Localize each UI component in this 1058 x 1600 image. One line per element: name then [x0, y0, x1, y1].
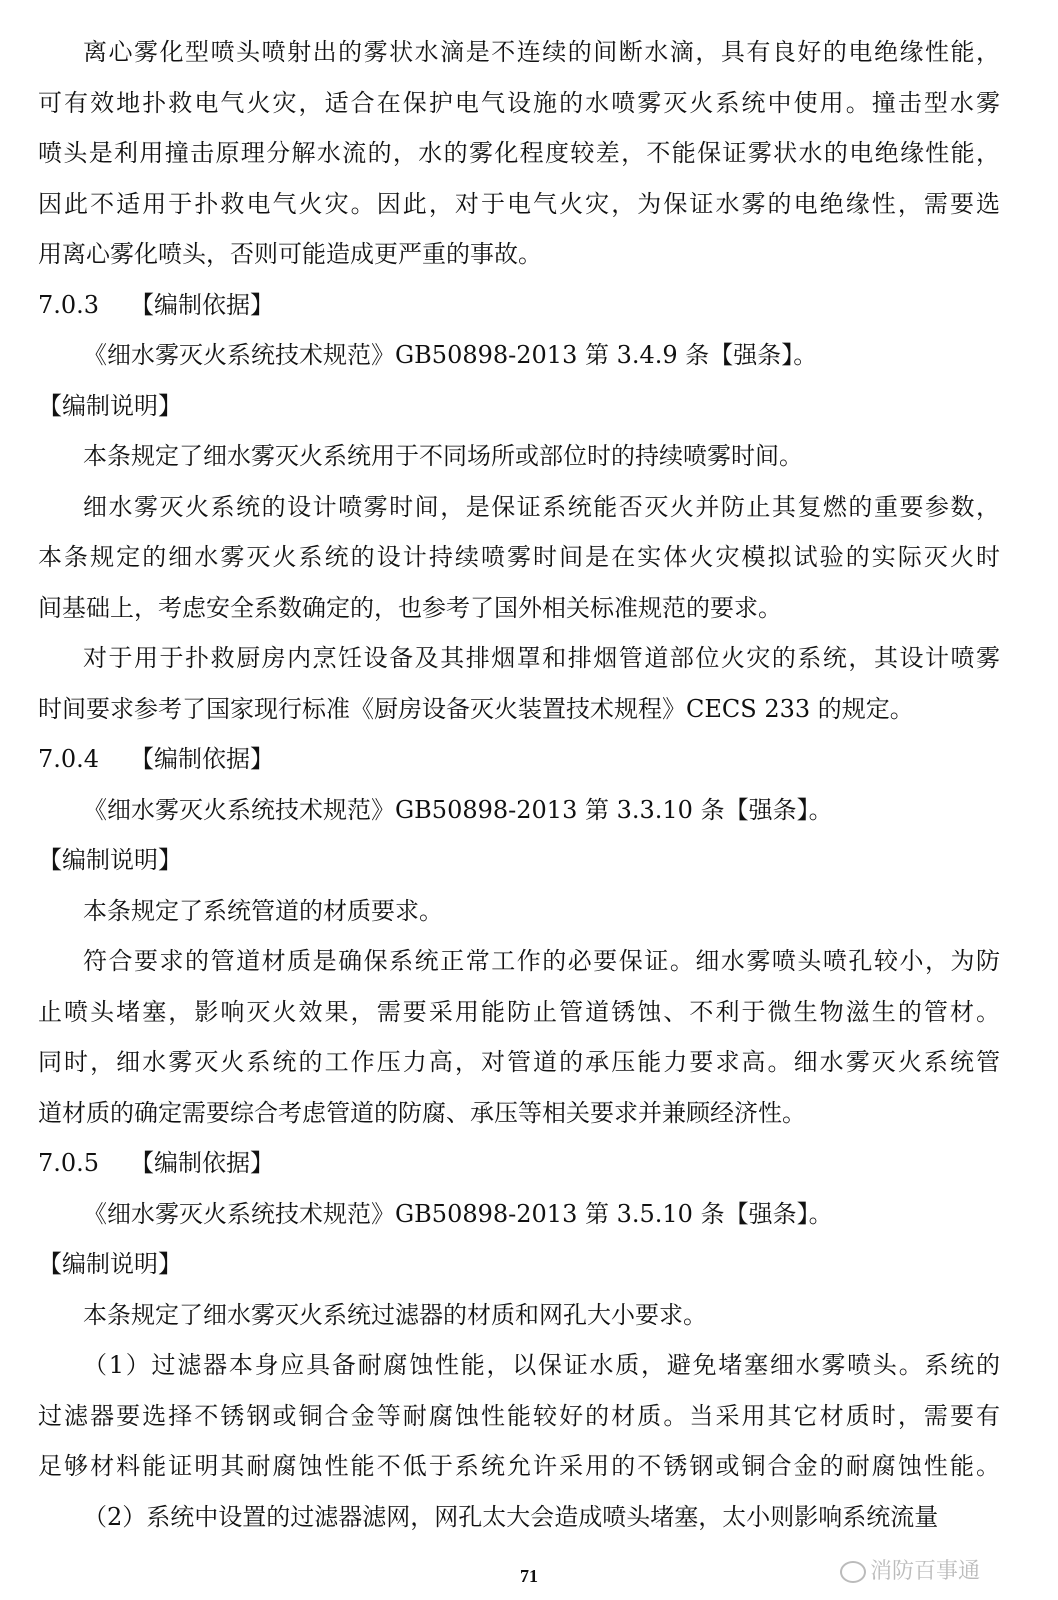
- text-line: （2）系统中设置的过滤器滤网，网孔太大会造成喷头堵塞，太小则影响系统流量: [83, 1502, 939, 1531]
- section-number: 7.0.5: [38, 1149, 100, 1177]
- section-number: 7.0.3: [38, 290, 100, 319]
- section-label: 【编制依据】: [130, 290, 274, 319]
- text-line: 用离心雾化喷头，否则可能造成更严重的事故。: [38, 240, 542, 268]
- text-line: 同时，细水雾灭火系统的工作压力高，对管道的承压能力要求高。细水雾灭火系统管: [38, 1048, 1000, 1076]
- section-heading: [38, 287, 1000, 323]
- text-line: 本条规定了系统管道的材质要求。: [83, 896, 443, 925]
- section-number: 7.0.4: [38, 745, 100, 773]
- text-line: 符合要求的管道材质是确保系统正常工作的必要保证。细水雾喷头喷孔较小，为防: [83, 947, 1000, 975]
- watermark: [836, 1558, 984, 1586]
- text-line: 过滤器要选择不锈钢或铜合金等耐腐蚀性能较好的材质。当采用其它材质时，需要有: [38, 1401, 1000, 1430]
- section-label: 【编制依据】: [130, 1149, 274, 1177]
- text-line: 细水雾灭火系统的设计喷雾时间，是保证系统能否灭火并防止其复燃的重要参数，: [83, 492, 1000, 521]
- text-line: 离心雾化型喷头喷射出的雾状水滴是不连续的间断水滴，具有良好的电绝缘性能，: [83, 38, 1000, 66]
- text-line: 【编制说明】: [38, 846, 182, 874]
- section-label: 【编制依据】: [130, 745, 274, 773]
- text-line: 时间要求参考了国家现行标准《厨房设备灭火装置技术规程》CECS 233 的规定。: [38, 694, 914, 723]
- text-line: 【编制说明】: [38, 1250, 182, 1278]
- text-line: 喷头是利用撞击原理分解水流的，水的雾化程度较差，不能保证雾状水的电绝缘性能，: [38, 139, 1000, 167]
- section-heading: [38, 1145, 1000, 1181]
- text-line: 《细水雾灭火系统技术规范》GB50898-2013 第 3.5.10 条【强条】。: [83, 1199, 833, 1228]
- text-line: 《细水雾灭火系统技术规范》GB50898-2013 第 3.3.10 条【强条】。: [83, 795, 833, 824]
- text-line: 【编制说明】: [38, 391, 182, 420]
- text-line: 止喷头堵塞，影响灭火效果，需要采用能防止管道锈蚀、不利于微生物滋生的管材。: [38, 997, 1000, 1026]
- text-line: 本条规定的细水雾灭火系统的设计持续喷雾时间是在实体火灾模拟试验的实际灭火时: [38, 543, 1000, 571]
- text-line: （1）过滤器本身应具备耐腐蚀性能，以保证水质，避免堵塞细水雾喷头。系统的: [83, 1351, 1000, 1379]
- section-heading: [38, 741, 1000, 777]
- page-number: 71: [520, 1566, 538, 1586]
- text-line: 足够材料能证明其耐腐蚀性能不低于系统允许采用的不锈钢或铜合金的耐腐蚀性能。: [38, 1452, 1000, 1480]
- text-line: 可有效地扑救电气火灾，适合在保护电气设施的水喷雾灭火系统中使用。撞击型水雾: [38, 88, 1000, 117]
- text-line: 《细水雾灭火系统技术规范》GB50898-2013 第 3.4.9 条【强条】。: [83, 341, 818, 369]
- text-line: 对于用于扑救厨房内烹饪设备及其排烟罩和排烟管道部位火灾的系统，其设计喷雾: [83, 644, 1000, 672]
- text-line: 道材质的确定需要综合考虑管道的防腐、承压等相关要求并兼顾经济性。: [38, 1098, 806, 1127]
- text-line: 因此不适用于扑救电气火灾。因此，对于电气火灾，为保证水雾的电绝缘性，需要选: [38, 189, 1000, 218]
- text-line: 间基础上，考虑安全系数确定的，也参考了国外相关标准规范的要求。: [38, 593, 782, 622]
- text-line: 本条规定了细水雾灭火系统用于不同场所或部位时的持续喷雾时间。: [83, 442, 803, 470]
- text-line: 本条规定了细水雾灭火系统过滤器的材质和网孔大小要求。: [83, 1300, 707, 1329]
- watermark-text: 消防百事通: [870, 1559, 981, 1584]
- wechat-icon: [840, 1561, 866, 1583]
